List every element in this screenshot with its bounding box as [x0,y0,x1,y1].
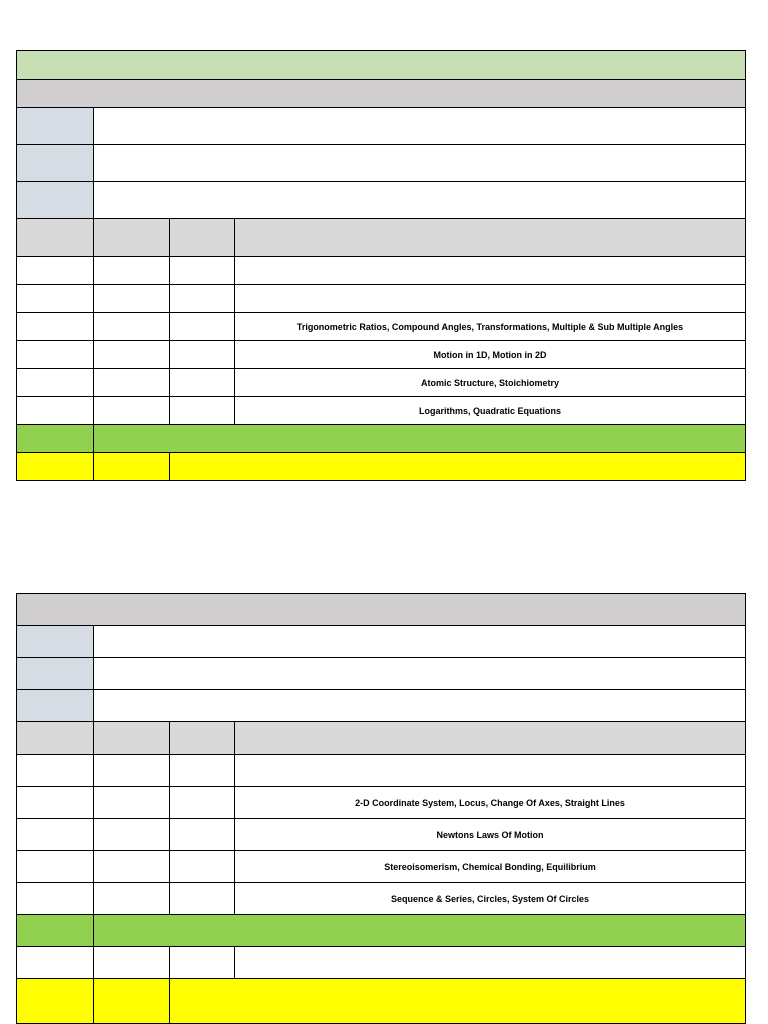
table-row [17,851,746,883]
row-cell [170,369,235,397]
row-cell [17,851,94,883]
final-cell [94,979,170,1024]
row-cell [17,787,94,819]
row-cell [170,341,235,369]
row-cell [17,755,94,787]
info-label [17,108,94,145]
row-cell [17,947,94,979]
row-cell [170,947,235,979]
header-cell [17,80,746,108]
total-row [17,425,746,453]
total-label [17,425,94,453]
final-cell [94,453,170,481]
info-row [17,108,746,145]
column-header [170,722,235,755]
table-row [17,755,746,787]
row-cell [94,397,170,425]
column-header [235,722,746,755]
final-value [170,453,746,481]
table-row [17,257,746,285]
topics-cell: Atomic Structure, Stoichiometry [235,369,746,397]
row-cell [17,819,94,851]
table-row [17,397,746,425]
info-label [17,626,94,658]
schedule-table-2 [16,593,746,1024]
info-value [94,690,746,722]
header-bar [17,594,746,626]
info-label [17,658,94,690]
schedule-table-1 [16,50,746,481]
row-cell [170,313,235,341]
info-row [17,658,746,690]
row-cell [94,369,170,397]
header-cell [17,594,746,626]
total-value [94,915,746,947]
row-cell [170,397,235,425]
topics-cell [235,257,746,285]
table-row [17,313,746,341]
topics-cell: Logarithms, Quadratic Equations [235,397,746,425]
row-cell [94,285,170,313]
row-cell [94,257,170,285]
row-cell [94,787,170,819]
topics-cell [235,285,746,313]
row-cell [170,257,235,285]
column-header [170,219,235,257]
row-cell [17,313,94,341]
column-header [94,219,170,257]
row-cell [170,819,235,851]
info-value [94,626,746,658]
row-cell [17,397,94,425]
row-cell [17,369,94,397]
column-header [17,722,94,755]
row-cell [94,755,170,787]
row-cell [170,285,235,313]
info-row [17,626,746,658]
title-bar [17,51,746,80]
row-cell [17,341,94,369]
row-cell [170,755,235,787]
topics-cell: Sequence & Series, Circles, System Of Circles [235,883,746,915]
info-row [17,182,746,219]
column-header [235,219,746,257]
final-row [17,453,746,481]
table-row [17,819,746,851]
topics-cell: Newtons Laws Of Motion [235,819,746,851]
topics-cell: Motion in 1D, Motion in 2D [235,341,746,369]
row-cell [17,257,94,285]
row-cell [17,285,94,313]
row-cell [94,947,170,979]
info-value [94,658,746,690]
final-row [17,979,746,1024]
topics-cell [235,755,746,787]
table-row [17,285,746,313]
total-value [94,425,746,453]
row-cell [94,341,170,369]
info-label [17,145,94,182]
row-cell [170,787,235,819]
table-row [17,883,746,915]
row-cell [94,851,170,883]
info-value [94,145,746,182]
column-header [94,722,170,755]
row-cell [170,851,235,883]
topics-cell: Trigonometric Ratios, Compound Angles, Transformations, Multiple & Sub Multiple Angles [235,313,746,341]
column-header [17,219,94,257]
info-value [94,108,746,145]
column-header-row [17,219,746,257]
total-label [17,915,94,947]
info-row [17,690,746,722]
info-label [17,690,94,722]
total-row [17,915,746,947]
row-cell [17,883,94,915]
table-row [17,787,746,819]
header-bar [17,80,746,108]
row-cell [94,819,170,851]
final-value [170,979,746,1024]
title-cell [17,51,746,80]
row-cell [94,883,170,915]
topics-cell [235,947,746,979]
table-row [17,369,746,397]
info-value [94,182,746,219]
info-row [17,145,746,182]
table-row [17,947,746,979]
column-header-row [17,722,746,755]
info-label [17,182,94,219]
table-row [17,341,746,369]
row-cell [170,883,235,915]
final-cell [17,979,94,1024]
final-cell [17,453,94,481]
topics-cell: 2-D Coordinate System, Locus, Change Of Axes, Straight Lines [235,787,746,819]
row-cell [94,313,170,341]
topics-cell: Stereoisomerism, Chemical Bonding, Equilibrium [235,851,746,883]
